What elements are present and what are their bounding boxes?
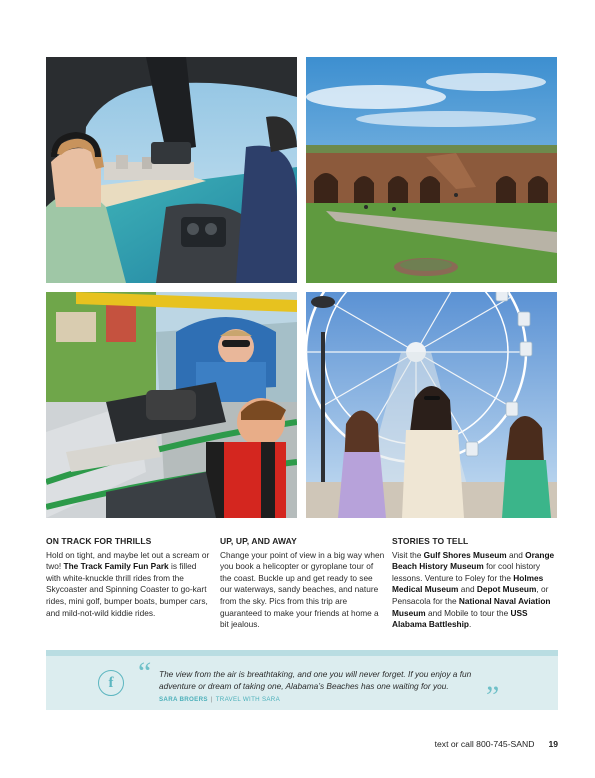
up-up-away-heading: UP, UP, AND AWAY xyxy=(220,536,297,546)
quote-attribution xyxy=(159,696,280,703)
body-text: Hold on tight, and maybe let out a scream or two! xyxy=(46,549,210,572)
bold-name: National Naval Aviation Museum xyxy=(392,595,551,618)
testimonial-quote-box xyxy=(46,650,558,713)
bold-name: USS Alabama Battleship xyxy=(392,607,528,630)
thrills-body xyxy=(46,550,211,620)
go-kart-photo xyxy=(46,292,297,518)
attribution-separator: | xyxy=(210,696,213,703)
page-number: 19 xyxy=(548,739,558,749)
body-text: for cool history lessons. Venture to Foley for the xyxy=(392,561,541,583)
bold-name: Orange Beach History Museum xyxy=(392,549,555,572)
stories-column xyxy=(392,536,560,631)
fort-photo xyxy=(306,57,557,283)
bold-name: The Track Family Fun Park xyxy=(63,561,169,572)
body-text: and xyxy=(506,549,526,560)
bold-name: Holmes Medical Museum xyxy=(392,572,544,595)
quote-source: TRAVEL WITH SARA xyxy=(215,696,280,703)
close-quote-mark: ” xyxy=(486,680,500,713)
bold-name: Depot Museum xyxy=(476,584,537,595)
body-text: and xyxy=(458,584,477,595)
up-up-away-body xyxy=(220,550,385,631)
body-text: . xyxy=(469,619,472,630)
thrills-column xyxy=(46,536,211,619)
stories-heading: STORIES TO TELL xyxy=(392,536,469,546)
bold-name: Gulf Shores Museum xyxy=(423,549,507,560)
quote-text: The view from the air is breathtaking, and one you will never forget. If you enjoy a fun adventure or dream of taking one, Alabama’s Beaches has one waiting for you. xyxy=(159,669,472,691)
body-text: Change your point of view in a big way when you book a helicopter or gyroplane tour of the coast. Buckle up and get ready to see our waterways, sandy beaches, and nature from the sky. Pics from this trip are guaranteed to make your friends at home a bit jealous. xyxy=(220,549,385,630)
page-footer xyxy=(435,739,558,749)
thrills-heading: ON TRACK FOR THRILLS xyxy=(46,536,152,546)
body-text: is filled with white-knuckle thrill rides from the Skycoaster and Spinning Coaster to go-kart rides, mini golf, bumper boats, bumper cars, and mild-not-wild kiddie rides. xyxy=(46,561,208,618)
body-text: Visit the xyxy=(392,549,424,560)
body-text: , or Pensacola for the xyxy=(392,584,549,606)
quote-author: SARA BROERS xyxy=(159,696,208,703)
open-quote-mark: “ xyxy=(138,656,152,689)
up-up-away-column xyxy=(220,536,385,631)
helicopter-cockpit-photo xyxy=(46,57,297,283)
ferris-wheel-photo xyxy=(306,292,557,518)
facebook-icon[interactable]: f xyxy=(98,670,124,696)
footer-call-to-action: text or call 800-745-SAND xyxy=(434,739,535,749)
body-text: and Mobile to tour the xyxy=(425,607,511,618)
stories-body xyxy=(392,550,560,631)
